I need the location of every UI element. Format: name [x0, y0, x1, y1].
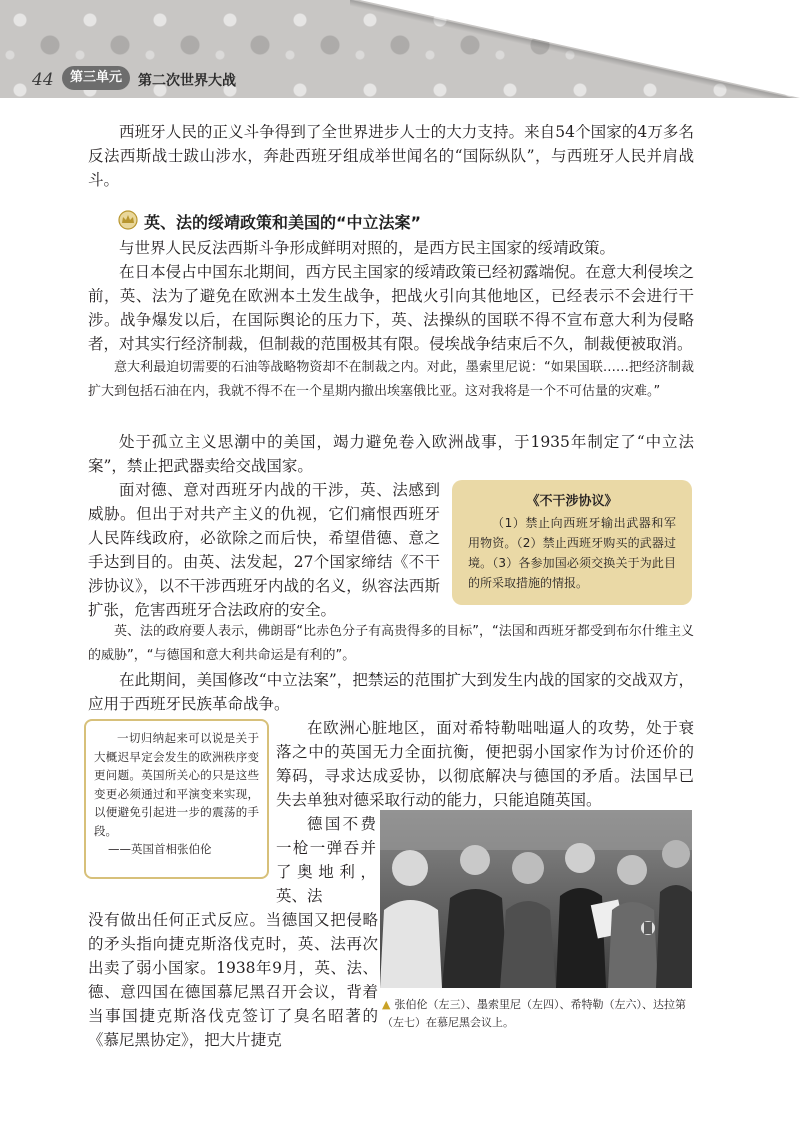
paragraph-2: 在日本侵占中国东北期间，西方民主国家的绥靖政策已经初露端倪。在意大利侵埃之前，英、法为了避免在欧洲本土发生战争，把战火引向其他地区，已经表示不会进行干涉。战争爆发以后，在国际舆论的压力下，英、法操纵的国联不得不宣布意大利为侵略者，对其实行经济制裁，但制裁的范围极其有限。侵埃战争结束后不久，制裁便被取消。 — [88, 263, 694, 353]
intro-paragraph: 西班牙人民的正义斗争得到了全世界进步人士的大力支持。来自54个国家的4万多名反法西斯战士跋山涉水，奔赴西班牙组成举世闻名的“国际纵队”，与西班牙人民并肩战斗。 — [88, 123, 694, 189]
section-heading — [118, 210, 421, 233]
chamberlain-quote-source: ——英国首相张伯伦 — [108, 842, 212, 856]
photo-caption-text: 张伯伦（左三）、墨索里尼（左四）、希特勒（左六）、达拉第（左七）在慕尼黑会议上。 — [382, 998, 686, 1029]
header-page-curl — [360, 0, 800, 98]
chamberlain-quote-text: 一切归纳起来可以说是关于大概迟早定会发生的欧洲秩序变更问题。英国所关心的只是这些变更必须通过和平演变来实现，以便避免引起进一步的震荡的手段。 — [94, 731, 259, 838]
munich-photo-illustration — [380, 810, 692, 988]
unit-badge: 第三单元 — [62, 66, 130, 90]
page-header — [0, 0, 800, 98]
chamberlain-quote-box — [84, 719, 269, 879]
quote-officials: 英、法的政府要人表示，佛朗哥“比赤色分子有高贵得多的目标”，“法国和西班牙都受到布尔什维主义的威胁”，“与德国和意大利共命运是有利的”。 — [88, 624, 694, 663]
quote-mussolini: 意大利最迫切需要的石油等战略物资却不在制裁之内。对此，墨索里尼说：“如果国联……把经济制裁扩大到包括石油在内，我就不得不在一个星期内撤出埃塞俄比亚。这对我将是一个不可估量的灾难。” — [88, 360, 694, 399]
paragraph-6b: 德国不费一枪一弹吞并了奥地利，英、法 — [276, 815, 376, 905]
paragraph-3: 处于孤立主义思潮中的美国，竭力避免卷入欧洲战事，于1935年制定了“中立法案”，禁止把武器卖给交战国家。 — [88, 433, 694, 475]
paragraph-6c: 没有做出任何正式反应。当德国又把侵略的矛头指向捷克斯洛伐克时，英、法再次出卖了弱小国家。1938年9月，英、法、德、意四国在德国慕尼黑召开会议，背着当事国捷克斯洛伐克签订了臭名昭著的《慕尼黑协定》，把大片捷克 — [88, 911, 378, 1049]
page-number: 44 — [32, 70, 54, 90]
non-intervention-title: 《不干涉协议》 — [526, 494, 618, 509]
unit-title: 第二次世界大战 — [138, 73, 236, 89]
paragraph-1: 与世界人民反法西斯斗争形成鲜明对照的，是西方民主国家的绥靖政策。 — [119, 239, 616, 257]
section-title: 英、法的绥靖政策和美国的“中立法案” — [144, 213, 422, 232]
crown-icon — [118, 210, 138, 230]
non-intervention-text: （1）禁止向西班牙输出武器和军用物资。（2）禁止西班牙购买的武器过境。（3）各参加国必须交换关于为此目的所采取措施的情报。 — [468, 516, 676, 590]
munich-conference-photo — [380, 810, 692, 988]
paragraph-4: 面对德、意对西班牙内战的干涉，英、法感到威胁。但出于对共产主义的仇视，它们痛恨西班牙人民阵线政府，必欲除之而后快，希望借德、意之手达到目的。由英、法发起，27个国家缔结《不干涉协议》，以不干涉西班牙内战的名义，纵容法西斯扩张，危害西班牙合法政府的安全。 — [88, 481, 440, 619]
photo-caption — [382, 996, 694, 1032]
non-intervention-box — [452, 480, 692, 605]
paragraph-6a: 在欧洲心脏地区，面对希特勒咄咄逼人的攻势，处于衰落之中的英国无力全面抗衡，便把弱小国家作为讨价还价的筹码，寻求达成妥协，以彻底解决与德国的矛盾。法国早已失去单独对德采取行动的能力，只能追随英国。 — [276, 719, 694, 809]
paragraph-5: 在此期间，美国修改“中立法案”，把禁运的范围扩大到发生内战的国家的交战双方，应用于西班牙民族革命战争。 — [88, 671, 694, 713]
triangle-marker-icon: ▲ — [382, 998, 391, 1011]
